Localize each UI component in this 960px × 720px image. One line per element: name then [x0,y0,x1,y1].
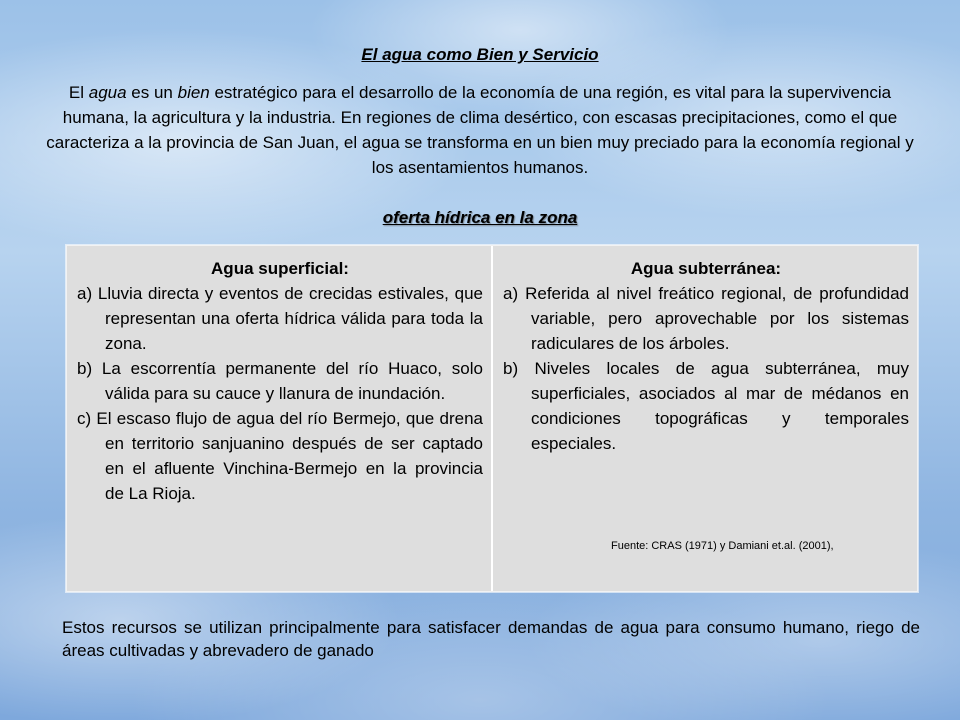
surface-water-heading: Agua superficial: [211,259,349,278]
slide-title: El agua como Bien y Servicio [361,45,599,64]
surface-water-item-b: b) La escorrentía permanente del río Huaco, solo válida para su cauce y llanura de inundación. [77,359,483,403]
intro-emphasis-agua: agua [88,83,127,102]
surface-water-item-c: c) El escaso flujo de agua del río Bermejo, que drena en territorio sanjuanino después de ser captado en el afluente Vinchina-Bermejo en la provincia de La Rioja. [77,409,483,503]
intro-text-2: es un [126,83,178,102]
groundwater-column [491,246,917,591]
intro-text-3: estratégico para el desarrollo de la economía de una región, es vital para la supervivencia humana, la agricultura y la industria. En regiones de clima desértico, con escasas precipitaciones, como el que caracteriza a la provincia de San Juan, el agua se transforma en un bien muy preciado para la economía regional y los asentamientos humanos. [46,83,914,177]
intro-paragraph [40,80,920,180]
groundwater-item-a: a) Referida al nivel freático regional, de profundidad variable, pero aprovechable por los sistemas radiculares de los árboles. [503,284,909,353]
source-citation: Fuente: CRAS (1971) y Damiani et.al. (2001), [611,540,834,552]
groundwater-item-b: b) Niveles locales de agua subterránea, muy superficiales, asociados al mar de médanos en condiciones topográficas y temporales especiales. [503,359,909,453]
section-subtitle: oferta hídrica en la zona [382,208,578,227]
water-supply-table [66,245,918,592]
surface-water-column [67,246,491,591]
surface-water-item-a: a) Lluvia directa y eventos de crecidas estivales, que representan una oferta hídrica válida para toda la zona. [77,284,483,353]
closing-paragraph: Estos recursos se utilizan principalmente para satisfacer demandas de agua para consumo humano, riego de áreas cultivadas y abrevadero de ganado [62,618,920,660]
intro-text-1: El [68,83,89,102]
groundwater-heading: Agua subterránea: [630,259,782,278]
intro-emphasis-bien: bien [177,83,210,102]
